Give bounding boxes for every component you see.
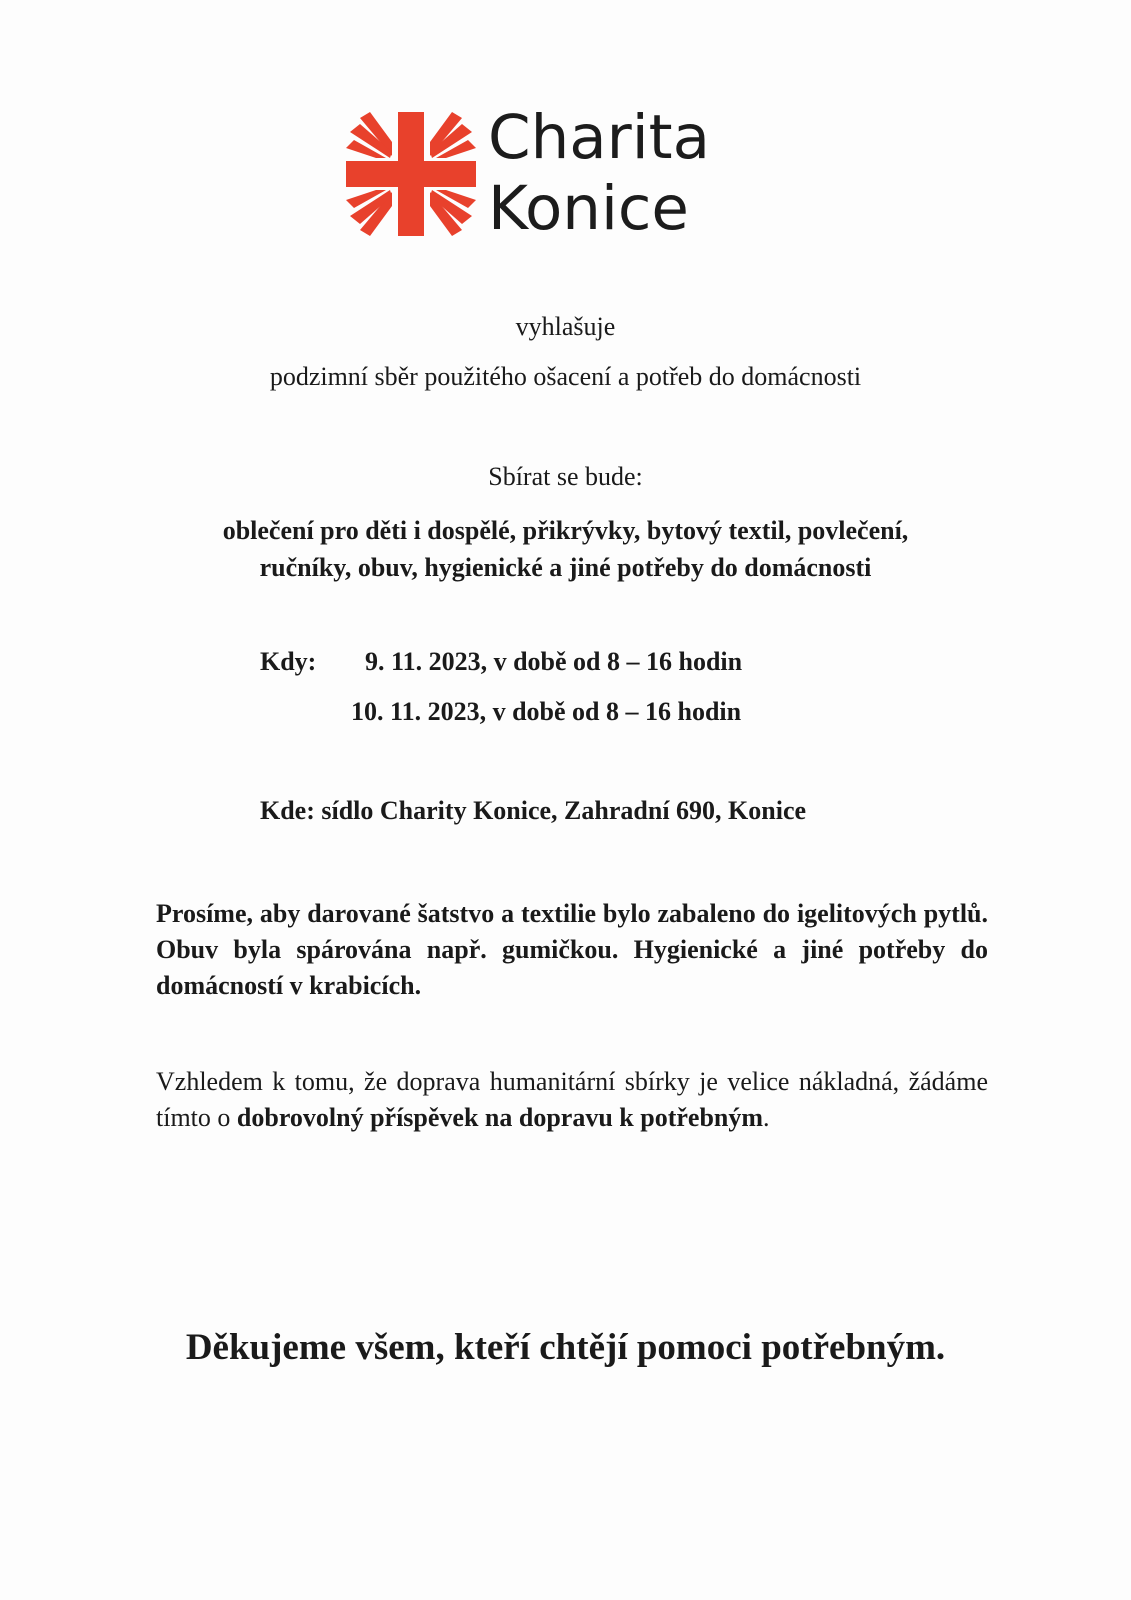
contribution-end: . (763, 1103, 770, 1132)
brand-line-2: Konice (488, 173, 689, 244)
collected-items-line-2: ručníky, obuv, hygienické a jiné potřeby do domácnosti (259, 553, 872, 582)
subject-text: podzimní sběr použitého ošacení a potřeb do domácnosti (269, 362, 862, 391)
when-label: Kdy: (260, 647, 317, 676)
date-1: 9. 11. 2023, v době od 8 – 16 hodin (365, 647, 743, 676)
collected-heading: Sbírat se bude: (488, 462, 643, 491)
date-2: 10. 11. 2023, v době od 8 – 16 hodin (351, 697, 742, 726)
caritas-cross-icon (346, 112, 476, 236)
brand-name (488, 102, 710, 244)
contribution-emphasis: dobrovolný příspěvek na dopravu k potřebným (236, 1103, 764, 1132)
collected-items (0, 512, 1131, 586)
collected-items-line-1: oblečení pro děti i dospělé, přikrývky, bytový textil, povlečení, (222, 516, 909, 545)
announce-text: vyhlašuje (515, 312, 616, 341)
contribution-request (156, 1064, 988, 1136)
contribution-text: Vzhledem k tomu, že doprava humanitární sbírky je velice nákladná, žádáme tímto o (156, 1067, 988, 1132)
thanks-text: Děkujeme všem, kteří chtějí pomoci potřebným. (185, 1327, 946, 1368)
brand-line-1: Charita (488, 102, 710, 173)
packing-request: Prosíme, aby darované šatstvo a textilie bylo zabaleno do igelitových pytlů. Obuv byla spárována např. gumičkou. Hygienické a jiné potřeby do domácností v krabicích. (156, 899, 988, 1000)
location-text: Kde: sídlo Charity Konice, Zahradní 690, Konice (260, 796, 807, 825)
